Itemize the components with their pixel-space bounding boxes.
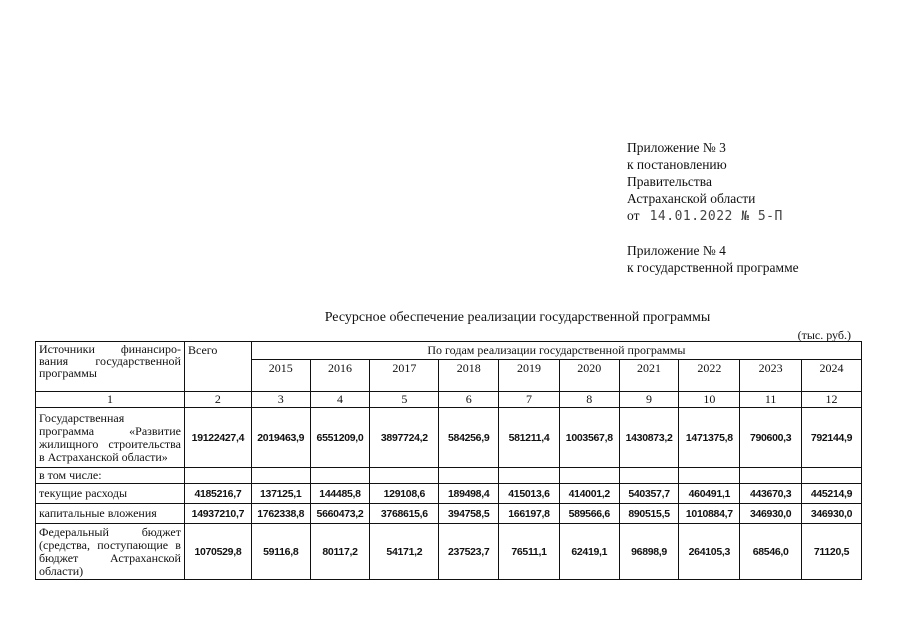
value-cell: 1010884,7 [679, 504, 740, 524]
appendix-line: к государственной программе [627, 260, 799, 275]
value-cell: 6551209,0 [310, 408, 370, 468]
appendix-block [627, 139, 799, 276]
row-label: текущие расходы [36, 484, 185, 504]
value-cell: 581211,4 [499, 408, 560, 468]
value-cell: 460491,1 [679, 484, 740, 504]
appendix-date-line [627, 207, 799, 225]
year-header: 2017 [370, 360, 439, 392]
units-label: (тыс. руб.) [797, 328, 851, 342]
row-label: Федеральный бюджет (средства, поступающие в бюджет Астраханской области) [36, 524, 185, 580]
value-cell [310, 468, 370, 484]
value-cell: 54171,2 [370, 524, 439, 580]
value-cell: 96898,9 [619, 524, 679, 580]
column-index: 9 [619, 392, 679, 408]
appendix-line: Правительства [627, 174, 712, 189]
year-header: 2015 [251, 360, 310, 392]
value-cell [439, 468, 499, 484]
year-header: 2024 [802, 360, 862, 392]
value-cell: 1762338,8 [251, 504, 310, 524]
value-cell: 1070529,8 [184, 524, 251, 580]
column-index: 4 [310, 392, 370, 408]
column-index: 3 [251, 392, 310, 408]
year-header: 2020 [559, 360, 619, 392]
value-cell: 589566,6 [559, 504, 619, 524]
table-row [36, 524, 862, 580]
table-row [36, 484, 862, 504]
value-cell: 445214,9 [802, 484, 862, 504]
value-cell: 14937210,7 [184, 504, 251, 524]
value-cell [251, 468, 310, 484]
header-total: Всего [184, 342, 251, 392]
year-header: 2016 [310, 360, 370, 392]
value-cell: 3897724,2 [370, 408, 439, 468]
document-title: Ресурсное обеспечение реализации государственной программы [324, 310, 711, 325]
row-label: Государственная программа «Развитие жилищного строительства в Астраханской области» [36, 408, 185, 468]
value-cell: 264105,3 [679, 524, 740, 580]
table-row [36, 408, 862, 468]
value-cell: 414001,2 [559, 484, 619, 504]
year-header: 2023 [740, 360, 802, 392]
value-cell [370, 468, 439, 484]
value-cell: 59116,8 [251, 524, 310, 580]
value-cell: 144485,8 [310, 484, 370, 504]
value-cell [559, 468, 619, 484]
value-cell: 1003567,8 [559, 408, 619, 468]
column-index: 6 [439, 392, 499, 408]
value-cell: 237523,7 [439, 524, 499, 580]
appendix-line: Астраханской области [627, 191, 756, 206]
date-prefix: от [627, 208, 640, 223]
value-cell: 443670,3 [740, 484, 802, 504]
column-index: 2 [184, 392, 251, 408]
value-cell [184, 468, 251, 484]
value-cell: 346930,0 [740, 504, 802, 524]
row-label: капитальные вложения [36, 504, 185, 524]
value-cell: 5660473,2 [310, 504, 370, 524]
value-cell [740, 468, 802, 484]
appendix-line: Приложение № 4 [627, 243, 726, 258]
value-cell: 19122427,4 [184, 408, 251, 468]
value-cell: 4185216,7 [184, 484, 251, 504]
table-row [36, 504, 862, 524]
table-row [36, 468, 862, 484]
value-cell: 890515,5 [619, 504, 679, 524]
year-header: 2021 [619, 360, 679, 392]
value-cell [679, 468, 740, 484]
value-cell: 415013,6 [499, 484, 560, 504]
row-label: в том числе: [36, 468, 185, 484]
column-index: 8 [559, 392, 619, 408]
value-cell: 792144,9 [802, 408, 862, 468]
value-cell: 68546,0 [740, 524, 802, 580]
value-cell: 166197,8 [499, 504, 560, 524]
value-cell: 2019463,9 [251, 408, 310, 468]
value-cell: 584256,9 [439, 408, 499, 468]
value-cell: 137125,1 [251, 484, 310, 504]
value-cell: 189498,4 [439, 484, 499, 504]
value-cell: 62419,1 [559, 524, 619, 580]
column-index: 5 [370, 392, 439, 408]
appendix-line: Приложение № 3 [627, 140, 726, 155]
appendix-line: к постановлению [627, 157, 727, 172]
header-years: По годам реализации государственной программы [251, 342, 861, 360]
resource-table [35, 341, 862, 580]
column-index: 1 [36, 392, 185, 408]
value-cell [619, 468, 679, 484]
value-cell: 1471375,8 [679, 408, 740, 468]
column-index: 10 [679, 392, 740, 408]
value-cell: 540357,7 [619, 484, 679, 504]
column-index: 7 [499, 392, 560, 408]
date-stamp: 14.01.2022 № 5-П [649, 209, 783, 224]
value-cell: 3768615,6 [370, 504, 439, 524]
value-cell: 129108,6 [370, 484, 439, 504]
value-cell: 71120,5 [802, 524, 862, 580]
header-source: Источники финансиро-вания государственной программы [36, 342, 185, 392]
year-header: 2019 [499, 360, 560, 392]
year-header: 2022 [679, 360, 740, 392]
value-cell [802, 468, 862, 484]
value-cell: 790600,3 [740, 408, 802, 468]
year-header: 2018 [439, 360, 499, 392]
value-cell [499, 468, 560, 484]
value-cell: 76511,1 [499, 524, 560, 580]
column-index: 12 [802, 392, 862, 408]
column-index: 11 [740, 392, 802, 408]
value-cell: 346930,0 [802, 504, 862, 524]
value-cell: 394758,5 [439, 504, 499, 524]
value-cell: 80117,2 [310, 524, 370, 580]
value-cell: 1430873,2 [619, 408, 679, 468]
